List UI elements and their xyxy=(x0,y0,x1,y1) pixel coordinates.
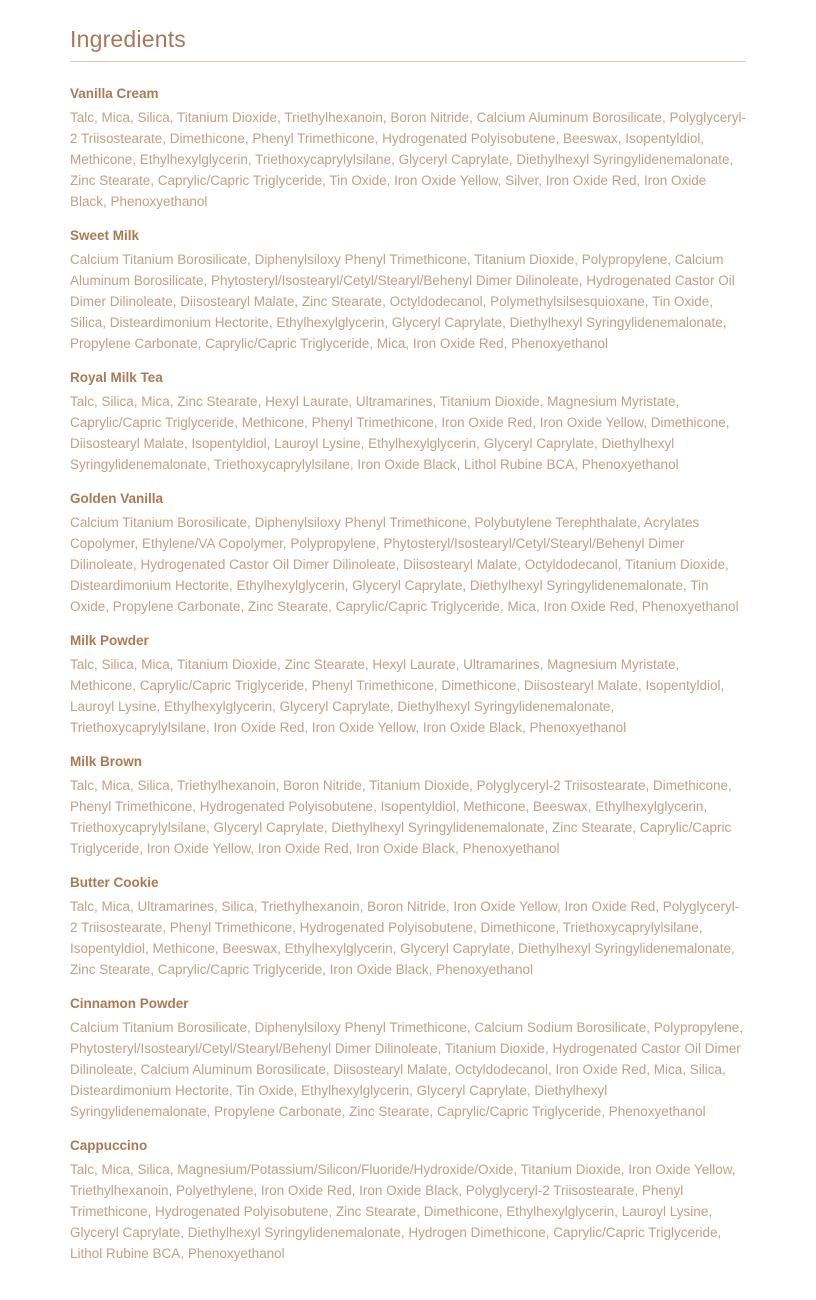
section-sweet-milk xyxy=(70,225,746,354)
ingredient-list: Talc, Mica, Silica, Triethylhexanoin, Boron Nitride, Titanium Dioxide, Polyglyceryl-2 Triisostearate, Dimethicone, Phenyl Trimethicone, Hydrogenated Polyisobutene, Isopentyldiol, Methicone, Beeswax, Ethylhexylglycerin, Triethoxycaprylylsilane, Glyceryl Caprylate, Diethylhexyl Syringylidenemalonate, Zinc Stearate, Caprylic/Capric Triglyceride, Iron Oxide Yellow, Iron Oxide Red, Iron Oxide Black, Phenoxyethanol xyxy=(70,778,732,856)
ingredient-list: Talc, Mica, Silica, Titanium Dioxide, Triethylhexanoin, Boron Nitride, Calcium Aluminum Borosilicate, Polyglyceryl-2 Triisostearate, Dimethicone, Phenyl Trimethicone, Hydrogenated Polyisobutene, Beeswax, Isopentyldiol, Methicone, Ethylhexylglycerin, Triethoxycaprylylsilane, Glyceryl Caprylate, Diethylhexyl Syringylidenemalonate, Zinc Stearate, Caprylic/Capric Triglyceride, Tin Oxide, Iron Oxide Yellow, Silver, Iron Oxide Red, Iron Oxide Black, Phenoxyethanol xyxy=(70,110,747,209)
section-vanilla-cream xyxy=(70,83,746,212)
title-divider xyxy=(70,61,746,62)
section-title: Sweet Milk xyxy=(70,228,140,243)
ingredient-list: Talc, Mica, Silica, Magnesium/Potassium/Silicon/Fluoride/Hydroxide/Oxide, Titanium Dioxide, Iron Oxide Yellow, Triethylhexanoin, Polyethylene, Iron Oxide Red, Iron Oxide Black, Polyglyceryl-2 Triisostearate, Phenyl Trimethicone, Hydrogenated Polyisobutene, Zinc Stearate, Dimethicone, Ethylhexylglycerin, Lauroyl Lysine, Glyceryl Caprylate, Diethylhexyl Syringylidenemalonate, Hydrogen Dimethicone, Caprylic/Capric Triglyceride, Lithol Rubine BCA, Phenoxyethanol xyxy=(70,1162,736,1261)
section-title: Cinnamon Powder xyxy=(70,996,189,1011)
section-cinnamon-powder xyxy=(70,993,746,1122)
section-milk-powder xyxy=(70,630,746,738)
ingredient-list: Talc, Silica, Mica, Zinc Stearate, Hexyl Laurate, Ultramarines, Titanium Dioxide, Magnesium Myristate, Caprylic/Capric Triglyceride, Methicone, Phenyl Trimethicone, Iron Oxide Red, Iron Oxide Yellow, Dimethicone, Diisostearyl Malate, Isopentyldiol, Lauroyl Lysine, Ethylhexylglycerin, Glyceryl Caprylate, Diethylhexyl Syringylidenemalonate, Triethoxycaprylylsilane, Iron Oxide Black, Lithol Rubine BCA, Phenoxyethanol xyxy=(70,394,730,472)
ingredient-list: Calcium Titanium Borosilicate, Diphenylsiloxy Phenyl Trimethicone, Calcium Sodium Borosilicate, Polypropylene, Phytosteryl/Isostearyl/Cetyl/Stearyl/Behenyl Dimer Dilinoleate, Titanium Dioxide, Hydrogenated Castor Oil Dimer Dilinoleate, Calcium Aluminum Borosilicate, Diisostearyl Malate, Octyldodecanol, Iron Oxide Red, Mica, Silica, Disteardimonium Hectorite, Tin Oxide, Ethylhexylglycerin, Glyceryl Caprylate, Diethylhexyl Syringylidenemalonate, Propylene Carbonate, Zinc Stearate, Caprylic/Capric Triglyceride, Phenoxyethanol xyxy=(70,1020,744,1119)
section-title: Cappuccino xyxy=(70,1138,148,1153)
section-royal-milk-tea xyxy=(70,367,746,475)
section-golden-vanilla xyxy=(70,488,746,617)
section-butter-cookie xyxy=(70,872,746,980)
section-title: Milk Brown xyxy=(70,754,143,769)
ingredient-list: Calcium Titanium Borosilicate, Diphenylsiloxy Phenyl Trimethicone, Titanium Dioxide, Polypropylene, Calcium Aluminum Borosilicate, Phytosteryl/Isostearyl/Cetyl/Stearyl/Behenyl Dimer Dilinoleate, Hydrogenated Castor Oil Dimer Dilinoleate, Diisostearyl Malate, Zinc Stearate, Octyldodecanol, Polymethylsilsesquioxane, Tin Oxide, Silica, Disteardimonium Hectorite, Ethylhexylglycerin, Glyceryl Caprylate, Diethylhexyl Syringylidenemalonate, Propylene Carbonate, Caprylic/Capric Triglyceride, Mica, Iron Oxide Red, Phenoxyethanol xyxy=(70,252,735,351)
ingredient-list: Calcium Titanium Borosilicate, Diphenylsiloxy Phenyl Trimethicone, Polybutylene Terephthalate, Acrylates Copolymer, Ethylene/VA Copolymer, Polypropylene, Phytosteryl/Isostearyl/Cetyl/Stearyl/Behenyl Dimer Dilinoleate, Hydrogenated Castor Oil Dimer Dilinoleate, Diisostearyl Malate, Octyldodecanol, Titanium Dioxide, Disteardimonium Hectorite, Ethylhexylglycerin, Glyceryl Caprylate, Diethylhexyl Syringylidenemalonate, Tin Oxide, Propylene Carbonate, Zinc Stearate, Caprylic/Capric Triglyceride, Mica, Iron Oxide Red, Phenoxyethanol xyxy=(70,515,739,614)
section-title: Golden Vanilla xyxy=(70,491,164,506)
section-title: Milk Powder xyxy=(70,633,149,648)
section-milk-brown xyxy=(70,751,746,859)
section-title: Vanilla Cream xyxy=(70,86,159,101)
ingredient-list: Talc, Silica, Mica, Titanium Dioxide, Zinc Stearate, Hexyl Laurate, Ultramarines, Magnesium Myristate, Methicone, Caprylic/Capric Triglyceride, Phenyl Trimethicone, Dimethicone, Diisostearyl Malate, Isopentyldiol, Lauroyl Lysine, Ethylhexylglycerin, Glyceryl Caprylate, Diethylhexyl Syringylidenemalonate, Triethoxycaprylylsilane, Iron Oxide Red, Iron Oxide Yellow, Iron Oxide Black, Phenoxyethanol xyxy=(70,657,725,735)
page-title: Ingredients xyxy=(70,26,186,52)
section-cappuccino xyxy=(70,1135,746,1264)
ingredient-list: Talc, Mica, Ultramarines, Silica, Triethylhexanoin, Boron Nitride, Iron Oxide Yellow, Iron Oxide Red, Polyglyceryl-2 Triisostearate, Phenyl Trimethicone, Hydrogenated Polyisobutene, Dimethicone, Triethoxycaprylylsilane, Isopentyldiol, Methicone, Beeswax, Ethylhexylglycerin, Glyceryl Caprylate, Diethylhexyl Syringylidenemalonate, Zinc Stearate, Caprylic/Capric Triglyceride, Iron Oxide Black, Phenoxyethanol xyxy=(70,899,740,977)
section-title: Royal Milk Tea xyxy=(70,370,163,385)
section-title: Butter Cookie xyxy=(70,875,159,890)
ingredient-sections xyxy=(70,83,746,1264)
